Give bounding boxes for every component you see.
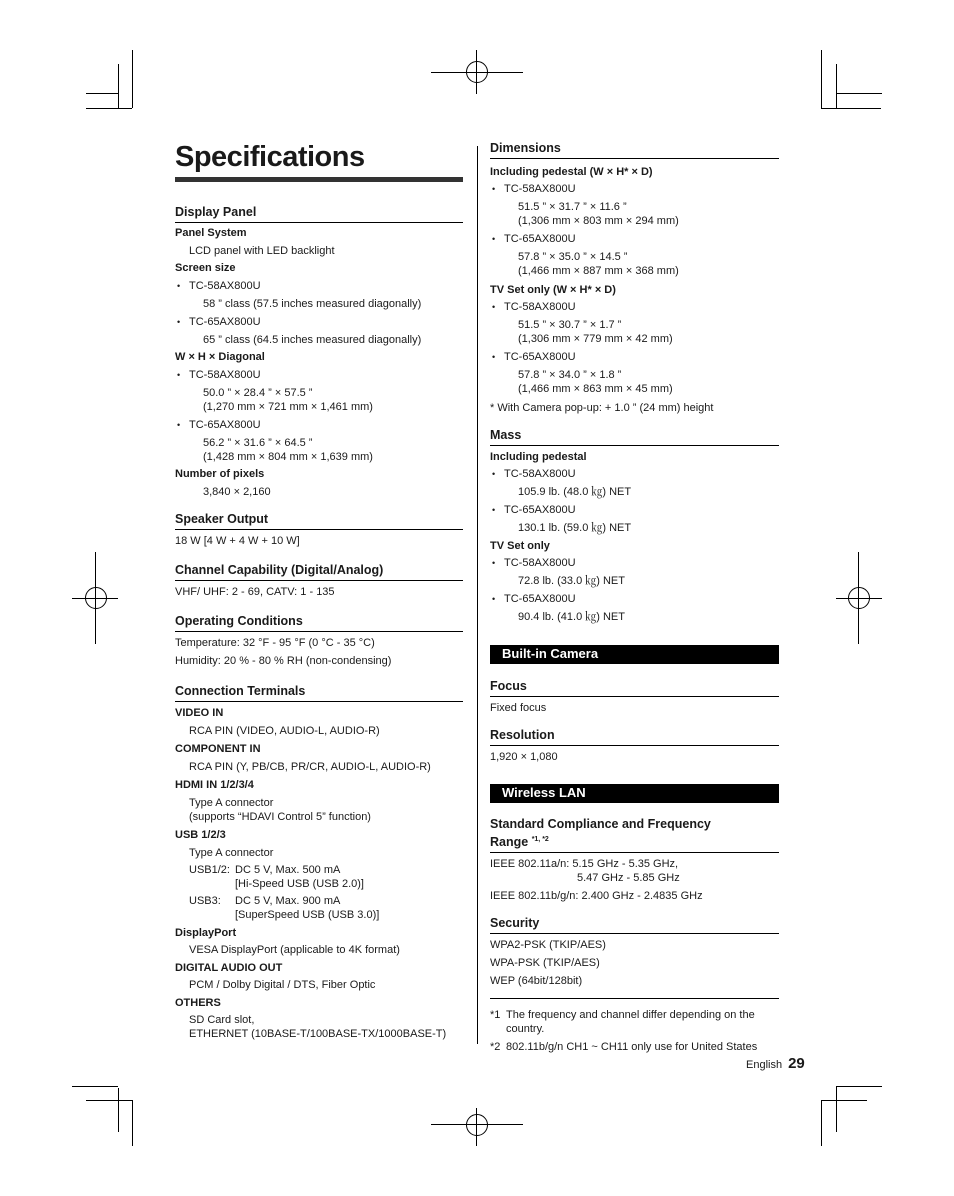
channel-value: VHF/ UHF: 2 - 69, CATV: 1 - 135 [175,586,335,598]
column-divider [477,146,478,1044]
usb3-spec-row [175,908,463,922]
compliance-b: IEEE 802.11b/g/n: 2.400 GHz - 2.4835 GHz [490,890,703,903]
list-item: • TC-58AX800U [490,182,779,196]
usb12-value: DC 5 V, Max. 500 mA [235,864,341,876]
list-item-value: 105.9 lb. (48.0 ㎏) NET [518,486,632,498]
pixels-value: 3,840 × 2,160 [203,486,271,498]
section-channel-capability: Channel Capability (Digital/Analog) [175,562,463,581]
list-item: • TC-65AX800U [490,592,779,606]
usb-type: Type A connector [189,847,274,859]
list-item-value: 57.8 ” × 34.0 ” × 1.8 ” [518,369,622,381]
others-value: SD Card slot, [189,1014,255,1026]
list-item-value: 72.8 lb. (33.0 ㎏) NET [518,575,625,587]
mass-tvonly-label: TV Set only [490,540,550,552]
hdmi-label: HDMI IN 1/2/3/4 [175,779,254,791]
camera-popup-note: * With Camera pop-up: + 1.0 ” (24 mm) height [490,402,714,414]
video-in-value: RCA PIN (VIDEO, AUDIO-L, AUDIO-R) [189,725,380,737]
digital-audio-label: DIGITAL AUDIO OUT [175,962,283,974]
usb-label: USB 1/2/3 [175,829,226,841]
list-item-value: 90.4 lb. (41.0 ㎏) NET [518,611,625,623]
footnote-mark: *2 [490,1041,501,1054]
hdmi-value: (supports “HDAVI Control 5” function) [189,811,371,823]
mass-pedestal-label: Including pedestal [490,451,587,463]
footnote [490,1008,779,1036]
list-item-value: 51.5 ” × 30.7 ” × 1.7 ” [518,319,622,331]
usb12-row [175,863,463,877]
compliance-footnote-marks: *1, *2 [531,836,549,843]
focus-value: Fixed focus [490,702,547,714]
page-number: 29 [788,1055,805,1072]
band-built-in-camera: Built-in Camera [490,645,779,664]
compliance-heading-line2: Range [490,835,529,850]
section-dimensions: Dimensions [490,140,779,159]
list-item: • TC-65AX800U [490,350,779,364]
list-item-value: (1,306 mm × 803 mm × 294 mm) [518,215,679,227]
page-footer [746,1055,805,1072]
compliance-heading-line1: Standard Compliance and Frequency [490,817,711,831]
list-item: • TC-65AX800U [175,315,463,329]
pixels-label: Number of pixels [175,468,265,480]
speaker-value: 18 W [4 W + 4 W + 10 W] [175,535,300,547]
list-item-value: 50.0 ” × 28.4 ” × 57.5 ” [203,387,313,399]
section-security: Security [490,915,779,934]
list-item-value: (1,270 mm × 721 mm × 1,461 mm) [203,401,373,413]
component-in-label: COMPONENT IN [175,743,261,755]
security-item: WPA-PSK (TKIP/AES) [490,957,600,970]
list-item-value: (1,466 mm × 887 mm × 368 mm) [518,265,679,277]
section-mass: Mass [490,427,779,446]
footnote-text: 802.11b/g/n CH1 ~ CH11 only use for United States [506,1041,758,1054]
compliance-a-line1: IEEE 802.11a/n: 5.15 GHz - 5.35 GHz, [490,858,679,871]
usb3-row [175,894,463,908]
page-title: Specifications [175,141,365,173]
list-item-value: 58 ” class (57.5 inches measured diagonally) [203,298,422,310]
section-speaker-output: Speaker Output [175,511,463,530]
list-item-value: 57.8 ” × 35.0 ” × 14.5 ” [518,251,628,263]
usb12-spec-row [175,877,463,891]
displayport-value: VESA DisplayPort (applicable to 4K format) [189,944,400,956]
band-wireless-lan: Wireless LAN [490,784,779,803]
digital-audio-value: PCM / Dolby Digital / DTS, Fiber Optic [189,979,376,991]
list-item: • TC-65AX800U [490,503,779,517]
list-item-value: 65 ” class (64.5 inches measured diagonally) [203,334,422,346]
usb3-key: USB3: [189,895,221,907]
list-item-value: (1,466 mm × 863 mm × 45 mm) [518,383,673,395]
others-value: ETHERNET (10BASE-T/100BASE-TX/1000BASE-T) [189,1028,447,1040]
whd-label: W × H × Diagonal [175,351,265,363]
left-column [175,140,463,1041]
section-display-panel: Display Panel [175,204,463,223]
footer-language: English [746,1059,783,1071]
dimensions-pedestal-label: Including pedestal (W × H* × D) [490,166,653,178]
humidity-value: Humidity: 20 % - 80 % RH (non-condensing) [175,655,392,667]
list-item: • TC-65AX800U [490,232,779,246]
footnote-mark: *1 [490,1009,501,1022]
section-operating-conditions: Operating Conditions [175,613,463,632]
list-item: • TC-58AX800U [490,467,779,481]
compliance-a-line2: 5.47 GHz - 5.85 GHz [577,872,680,885]
panel-system-label: Panel System [175,227,247,239]
section-connection-terminals: Connection Terminals [175,683,463,702]
temperature-value: Temperature: 32 °F - 95 °F (0 °C - 35 °C) [175,637,375,649]
usb3-spec: [SuperSpeed USB (USB 3.0)] [235,909,380,921]
list-item: • TC-65AX800U [175,418,463,432]
list-item-value: (1,428 mm × 804 mm × 1,639 mm) [203,451,373,463]
list-item: • TC-58AX800U [175,279,463,293]
list-item: • TC-58AX800U [490,556,779,570]
list-item: • TC-58AX800U [175,368,463,382]
security-item: WEP (64bit/128bit) [490,975,583,988]
section-focus: Focus [490,678,779,697]
right-column [490,140,779,1054]
section-resolution: Resolution [490,727,779,746]
displayport-label: DisplayPort [175,927,237,939]
security-item: WPA2-PSK (TKIP/AES) [490,939,606,952]
resolution-value: 1,920 × 1,080 [490,751,558,763]
usb3-value: DC 5 V, Max. 900 mA [235,895,341,907]
list-item-value: 51.5 ” × 31.7 ” × 11.6 ” [518,201,627,213]
section-standard-compliance [490,816,779,853]
footnote [490,1040,779,1054]
list-item-value: 130.1 lb. (59.0 ㎏) NET [518,522,632,534]
list-item-value: (1,306 mm × 779 mm × 42 mm) [518,333,673,345]
usb12-key: USB1/2: [189,864,230,876]
list-item-value: 56.2 ” × 31.6 ” × 64.5 ” [203,437,313,449]
screen-size-label: Screen size [175,262,236,274]
footnote-text: The frequency and channel differ depending on the country. [506,1009,755,1036]
hdmi-value: Type A connector [189,797,274,809]
others-label: OTHERS [175,997,221,1009]
video-in-label: VIDEO IN [175,707,224,719]
panel-system-value: LCD panel with LED backlight [189,245,335,257]
dimensions-tvonly-label: TV Set only (W × H* × D) [490,284,616,296]
usb12-spec: [Hi-Speed USB (USB 2.0)] [235,878,364,890]
component-in-value: RCA PIN (Y, PB/CB, PR/CR, AUDIO-L, AUDIO-R) [189,761,431,773]
list-item: • TC-58AX800U [490,300,779,314]
